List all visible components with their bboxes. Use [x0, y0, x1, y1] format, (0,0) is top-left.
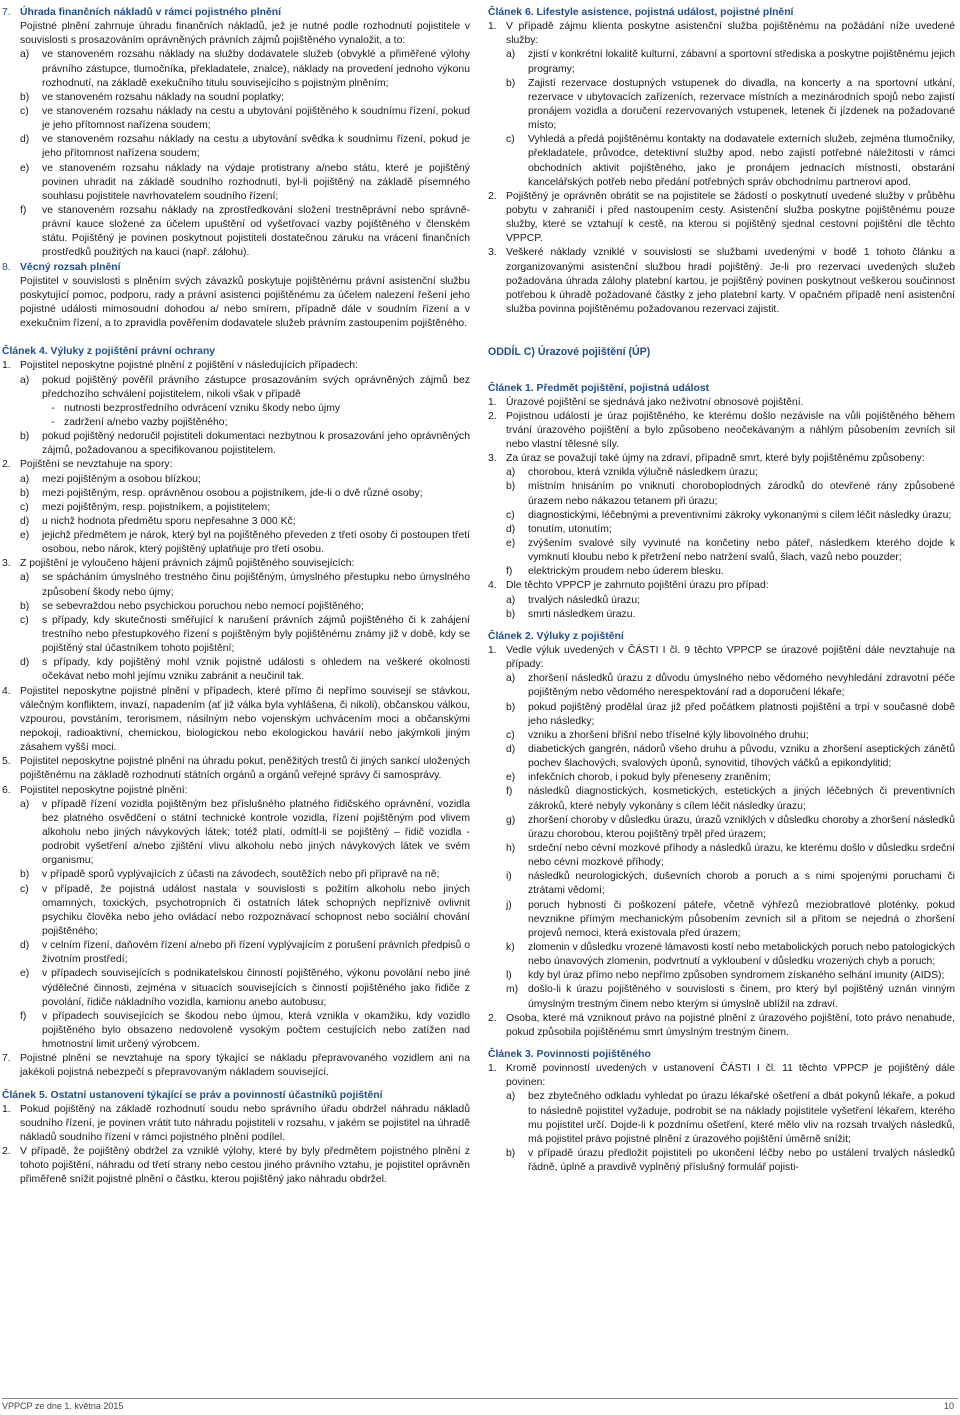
list-item: 3. Z pojištění je vyloučeno hájení právních zájmů pojištěného souvisejících: a) se spácháním úmyslného trestného činu pojištěným, úmyslného přestupku nebo úmyslného způsobení škody nebo újmy; b) se sebevraždou nebo psychickou poruchou nebo nemocí pojištěného; c) s případy, kdy skutečnosti směřující k narušení právních zájmů pojištěného či k zahájení trestního nebo přestupkového řízení s pojištěným byly pojištěnému známy již v době, kdy se pojištěný stal účastníkem tohoto pojištění; d) s případy, kdy pojištěný mohl vznik pojistné události s ohledem na veškeré okolnosti očekávat nebo mohl jejímu vzniku zabránit a neučinil tak.: [2, 558, 470, 683]
list-item: 1. Pojistitel neposkytne pojistné plnění z pojištění v následujících případech: a) pokud pojištěný pověřil právního zástupce prosazováním svých oprávněných zájmů bez předchozího schválení pojistitelem, nikoli však v případě - nutnosti bezprostředního odvrácení vzniku škody nebo újmy - zadržení a/nebo vazby pojištěného; b) pokud pojištěný nedoručil pojistiteli dokumentaci nezbytnou k prosazování jeho oprávněných zájmů, požadovanou a specifikovanou pojistitelem.: [2, 360, 470, 457]
article-2-title: Článek 2. Výluky z pojištění: [488, 630, 624, 642]
section-number: 7.: [2, 7, 11, 18]
list-item: 4. Dle těchto VPPCP je zahrnuto pojištění úrazu pro případ: a) trvalých následků úrazu; b) smrti následkem úrazu.: [488, 580, 769, 620]
article-1-title: Článek 1. Předmět pojištění, pojistná událost: [488, 382, 710, 394]
paragraph: Pojistné plnění zahrnuje úhradu finančních nákladů, jež je nutné podle rozhodnutí pojistitele v souvislosti s prosazováním oprávněných právních zájmů pojištěného vynaložit, a to:: [20, 21, 470, 47]
list-item: 4. Pojistitel neposkytne pojistné plnění v případech, které přímo či nepřímo souvisejí se stávkou, válečným konfliktem, invazí, napadením (ať již válka byla vyhlášena, či nikoli), občanskou válkou, vzpourou, povstáním, terorismem, násilným nebo vojenským uchvácením moci a občanskými nepokoji, radioaktivní, chemickou, biologickou nebo ekologickou havárií nebo jakýmkoli jiným zásahem vyšší moci.: [2, 685, 470, 754]
list-item: 2. Pojistnou událostí je úraz pojištěného, ke kterému došlo nezávisle na vůli pojištěného během trvání úrazového pojištění a bylo způsobeno neočekávaným a náhlým působením zevních sil nebo vlastní tělesné síly.: [488, 410, 955, 451]
footer-doc-label: VPPCP ze dne 1. května 2015: [2, 1401, 124, 1411]
list-item: c) ve stanoveném rozsahu náklady na cestu a ubytování pojištěného k soudnímu řízení, pokud je jeho přítomnost nařízena soudem;: [20, 105, 470, 132]
list-item: b) ve stanoveném rozsahu náklady na soudní poplatky;: [20, 91, 285, 103]
list-item: 5. Pojistitel neposkytne pojistné plnění na úhradu pokut, peněžitých trestů či jiných sankcí uložených pojištěnému na základě rozhodnutí státních orgánů a orgánů veřejné správy či samosprávy.: [2, 756, 470, 782]
list-item: e) ve stanoveném rozsahu náklady na výdaje protistrany a/nebo státu, které je pojištěný povinen uhradit na základě soudního rozhodnutí, byl-li pojištěný na základě písemného souhlasu pojistitele navrhovatelem soudního řízení;: [20, 162, 470, 202]
list-item: 1. Úrazové pojištění se sjednává jako neživotní obnosové pojištění.: [488, 396, 804, 408]
list-item: 1. Kromě povinností uvedených v ustanovení ČÁSTI I čl. 11 těchto VPPCP je pojištěný dále povinen: a) bez zbytečného odkladu vyhledat po úrazu lékařské ošetření a dbát pokynů lékaře, a pokud to následně pojistitel vyžaduje, podrobit se na náklady pojistitele vyšetření lékařem, kterého mu pojistitel určí. Dojde-li k pozdnímu ošetření, které mělo vliv na rozsah trvalých následků, má pojistitel právo pojistné plnění z úrazového pojištění úměrně snížit; b) v případě úrazu předložit pojistiteli po ukončení léčby nebo po ustálení trvalých následků řádně, úplně a pravdivě vyplněný příslušný formulář pojisti-: [488, 1063, 955, 1174]
article-5-title: Článek 5. Ostatní ustanovení týkající se práv a povinností účastníků pojištění: [2, 1089, 383, 1101]
list-item: 2. Pojištěný je oprávněn obrátit se na pojistitele se žádostí o poskytnutí uvedené služby v průběhu pobytu v zahraničí i před nastoupením cesty. Asistenční služba poskytne pojištěnému pouze služby, které se vztahují k cestě, na kterou si pojištěný sjednal cestovní pojištění dle těchto VPPCP.: [488, 190, 955, 245]
list-item: f) ve stanoveném rozsahu náklady na zprostředkování složení trestněprávní nebo správně-právní kauce složené za účelem upuštění od vyšetřovací vazby pojištěného v členském státu. Pojištěný je povinen poskytnout pojistiteli dostatečnou záruku na vrácení finančních prostředků použitých na kauci (např. zálohu).: [20, 204, 470, 259]
list-item: a) ve stanoveném rozsahu náklady na služby dodavatele služeb (obvyklé a přiměřené výlohy právního zástupce, tlumočníka, překladatele, znalce), náklady na provedení jednoho výkonu rozhodnutí, na základě exekučního titulu souvisejícího s pojistným plněním;: [20, 49, 470, 89]
right-column: [488, 6, 955, 1175]
section-7: [2, 6, 470, 261]
list-item: 7. Pojistné plnění se nevztahuje na spory týkající se nákladu přepravovaného vozidlem ani na jakékoli pojistná nebezpečí s přepravovaným nákladem související.: [2, 1053, 470, 1079]
list-item: 3. Veškeré náklady vzniklé v souvislosti se službami uvedenými v bodě 1 tohoto článku a zorganizovanými asistenční službou hradí pojištěný. Je-li pro rezervaci uvedených služeb požadována úhrada zálohy platební kartou, je pojištěný povinen poskytnout veškerou součinnost potřebou k úhradě požadované částky z jeho platební karty. V opačném případě není asistenční služba povinna pojištěnému požadovanou rezervaci zajistit.: [488, 247, 955, 315]
paragraph: Pojistitel v souvislosti s plněním svých závazků poskytuje pojištěnému právní asistenční službu poskytující pomoc, podporu, rady a právní asistenci pojištěnému za účelem nalezení řešení jeho pojistné události mimosoudní dohodou a/ nebo smírem, případně dále v soudním řízení a v exekučním řízení, a to zpravidla pověřením dodavatele služeb právním zastoupením pojištěného.: [20, 275, 470, 330]
list-item: 1. Vedle výluk uvedených v ČÁSTI I čl. 9 těchto VPPCP se úrazové pojištění dále nevztahuje na případy: a) zhoršení následků úrazu z důvodu úmyslného nebo vědomého nevyhledání zdravotní péče pojištěným nebo vědomého nerespektování rad a doporučení lékaře; b) pokud pojištěný prodělal úraz již před počátkem platnosti pojištění a trpí v současné době jeho následky; c) vzniku a zhoršení břišní nebo tříselné kýly libovolného druhu; d) diabetických gangrén, nádorů všeho druhu a původu, vzniku a zhoršení aseptických zánětů pochev šlachových, svalových úponů, synovitid, tíhových váčků a epikondylitid; e) infekčních chorob, i pokud byly přeneseny zraněním; f) následků diagnostických, kosmetických, estetických a jiných léčebných či preventivních zákroků, které nebyly vykonány s cílem léčit následky úrazu; g) zhoršení choroby v důsledku úrazu, úrazů vzniklých v důsledku choroby a zhoršení následků úrazu chorobou, kterou pojištěný trpěl před úrazem; h) srdeční nebo cévní mozkové příhody a následků úrazu, ke kterému došlo v důsledku srdeční nebo cévní mozkové příhody; i) následků neurologických, duševních chorob a poruch a s nimi spojenými poruchami či ztrátami vědomí; j) poruch hybnosti či poškození páteře, včetně výhřezů meziobratlové ploténky, pokud nevznikne přímým mechanickým působením zevních sil a přitom se nejedná o zhoršení projevů nemoci, která existovala před úrazem; k) zlomenin v důsledku vrozené lámavosti kostí nebo metabolických poruch nebo patologických nebo únavových zlomenin, podvrtnutí a vykloubení v důsledku vrozených chyb a poruch; l) kdy byl úraz přímo nebo nepřímo způsoben syndromem získaného selhání imunity (AIDS); m) došlo-li k úrazu pojištěného v souvislosti s činem, pro který byl pojištěný uznán vinným úmyslným trestným činem nebo kterým si úmyslně ublížil na zdraví.: [488, 645, 955, 1010]
footer-divider: [2, 1398, 958, 1399]
page-number: 10: [943, 1401, 954, 1411]
list-item: d) ve stanoveném rozsahu náklady na cestu a ubytování svědka k soudnímu řízení, pokud je jeho přítomnost nařízena soudem;: [20, 134, 470, 160]
section-title: Věcný rozsah plnění: [20, 261, 121, 273]
list-item: 2. Osoba, které má vzniknout právo na pojistné plnění z úrazového pojištění, toto právo nenabude, pokud způsobila pojištěnému smrt úmyslným trestným činem.: [488, 1012, 955, 1038]
article-3-title: Článek 3. Povinnosti pojištěného: [488, 1048, 651, 1060]
left-column: [2, 6, 470, 1188]
list-item: 3. Za úraz se považují také újmy na zdraví, případně smrt, které byly pojištěnému způsobeny: a) chorobou, která vznikla výlučně následkem úrazu; b) místním hnisáním po vniknutí choroboplodných zárodků do otevřené rány způsobené úrazem nebo nákazou tetanem při úrazu; c) diagnostickými, léčebnými a preventivními zákroky vykonanými s cílem léčit následky úrazu; d) tonutím, utonutím; e) zvýšením svalové síly vyvinuté na končetiny nebo páteř, následkem kterého dojde k vymknutí kloubu nebo k přetržení nebo natržení svalů, šlach, vazů nebo pouzder; f) elektrickým proudem nebo úderem blesku.: [488, 453, 955, 578]
list-item: 2. V případě, že pojištěný obdržel za vzniklé výlohy, které by byly předmětem pojistného plnění z tohoto pojištění, náhradu od třetí strany nebo cestou jiného právního vztahu, je pojistitel oprávněn přiměřeně snížit pojistné plnění o částku, kterou pojištěný jako náhradu obdržel.: [2, 1146, 470, 1186]
list-item: 1. V případě zájmu klienta poskytne asistenční služba pojištěnému na požádání níže uvedené služby: a) zjistí v konkrétní lokalitě kulturní, zábavní a sportovní střediska a poskytne pojištěnému jejich programy; b) Zajistí rezervace dostupných vstupenek do divadla, na koncerty a na sportovní utkání, rezervace v ubytovacích zařízeních, rezervace místních a mezinárodních spojů nebo zajistí pronájem vozidla a doručení rezervovaných vstupenek, letenek či jízdenek na požadované místo; c) Vyhledá a předá pojištěnému kontakty na dodavatele externích služeb, zejména tlumočníky, překladatele, průvodce, detektivní služby apod. nebo zajistí potřebné náležitosti v rámci obchodních aktivit pojištěného, jako je pronájem jednacích místností, obstarání kancelářských potřeb nebo předání potřebných správ obchodnímu partnerovi apod.: [488, 21, 955, 188]
section-8: [2, 261, 470, 332]
section-number: 8.: [2, 261, 11, 273]
article-6-title: Článek 6. Lifestyle asistence, pojistná událost, pojistné plnění: [488, 7, 794, 18]
list-item: 6. Pojistitel neposkytne pojistné plnění: a) v případě řízení vozidla pojištěným bez příslušného platného řidičského oprávnění, vozidla bez platného osvědčení o státní technické kontrole vozidla, řízení pojištěným pod vlivem alkoholu nebo jiných návykových látek; totéž platí, odmítl-li se pojištěný – řidič vozidla - podrobit vyšetření a/nebo zjištění vlivu alkoholu nebo jiných návykových látek ve svém organismu; b) v případě sporů vyplývajících z účasti na závodech, soutěžích nebo při přípravě na ně; c) v případě, že pojistná událost nastala v souvislosti s požitím alkoholu nebo jiných omamných, toxických, psychotropních či ostatních látek schopných nepříznivě ovlivnit psychiku člověka nebo jeho ovládací nebo rozpoznávací schopnost nebo sociální chování pojištěného; d) v celním řízení, daňovém řízení a/nebo při řízení vyplývajícím z porušení právních předpisů o životním prostředí; e) v případech souvisejících s podnikatelskou činností pojištěného, výkonu povolání nebo jiné výdělečné činnosti, zejména v situacích souvisejících s činností pojištěného jako řidiče z povolání, řidiče nákladního vozidla, kamionu anebo autobusu; f) v případech souvisejících se škodou nebo újmou, která vznikla v okamžiku, kdy vozidlo pojištěného bylo obsazeno nedovoleně vysokým počtem cestujících nebo zatížen nad hmotnostní limit určený výrobcem.: [2, 784, 470, 1051]
list-item: 2. Pojištění se nevztahuje na spory: a) mezi pojištěným a osobou blízkou; b) mezi pojištěným, resp. oprávněnou osobou a pojistníkem, jde-li o dvě různé osoby; c) mezi pojištěným, resp. pojistníkem, a pojistitelem; d) u nichž hodnota předmětu sporu nepřesahne 3 000 Kč; e) jejichž předmětem je nárok, který byl na pojištěného převeden z třetí osoby či postoupen třetí osobou, nebo nárok, který pojištěný uplatňuje pro třetí osobu.: [2, 459, 470, 556]
part-c-heading: ODDÍL C) Úrazové pojištění (ÚP): [488, 346, 651, 359]
section-title: Úhrada finančních nákladů v rámci pojistného plnění: [20, 7, 281, 18]
list-item: 1. Pokud pojištěný na základě rozhodnutí soudu nebo správního úřadu obdržel náhradu nákladů soudního řízení, je povinen vrátit tuto náhradu pojistiteli v rozsahu, v jakém se pojistitel na úhradě nákladů soudního řízení v rámci pojistného plnění podílel.: [2, 1103, 470, 1143]
article-4-title: Článek 4. Výluky z pojištění právní ochrany: [2, 346, 216, 358]
